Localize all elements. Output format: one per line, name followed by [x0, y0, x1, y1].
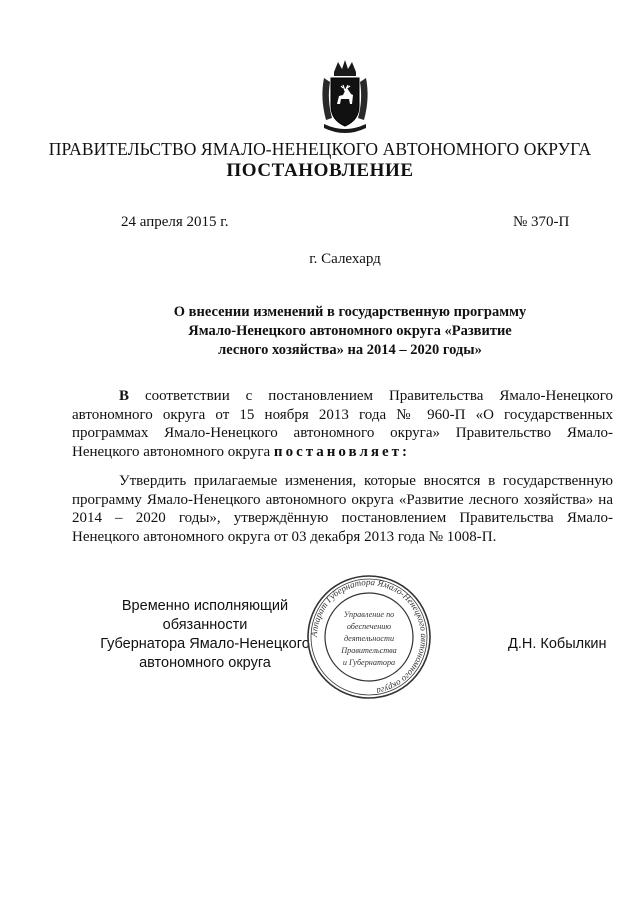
signatory-line: Временно исполняющий обязанности	[121, 598, 289, 633]
preamble-first-word: В	[119, 388, 130, 404]
stamp-inner-line: Правительства	[341, 646, 397, 655]
signatory-line: автономного округа	[139, 655, 271, 671]
document-city: г. Салехард	[309, 251, 381, 267]
preamble-paragraph	[72, 387, 613, 461]
signatory-name: Д.Н. Кобылкин	[508, 636, 607, 652]
decree-word: постановляет:	[273, 443, 410, 460]
resolution-paragraph: Утвердить прилагаемые изменения, которые вносятся в государственную программу Ямало-Ненецкого автономного округа «Развитие лесного хозяйства» на 2014 – 2020 годы», утверждённую постановлением Правительства Ямало-Ненецкого автономного округа от 03 декабря 2013 года № 1008-П.	[72, 473, 613, 545]
subject-line: Ямало-Ненецкого автономного округа «Развитие	[188, 323, 512, 339]
yamal-nenets-coat-of-arms-icon	[318, 58, 372, 134]
signatory-position	[80, 597, 330, 673]
government-title: ПРАВИТЕЛЬСТВО ЯМАЛО-НЕНЕЦКОГО АВТОНОМНОГО ОКРУГА	[48, 139, 592, 159]
document-number: № 370-П	[513, 214, 570, 230]
subject-line: лесного хозяйства» на 2014 – 2020 годы»	[218, 342, 482, 358]
stamp-inner-line: деятельности	[343, 634, 395, 643]
stamp-inner-line: Управление по	[343, 610, 395, 619]
stamp-ring-path: Аппарат Губернатора Ямало-Ненецкого автономного округа	[308, 576, 430, 697]
document-subject	[120, 303, 580, 360]
document-type-title: ПОСТАНОВЛЕНИЕ	[226, 160, 414, 181]
signatory-line: Губернатора Ямало-Ненецкого	[100, 636, 310, 652]
stamp-inner-line: обеспечению	[346, 622, 392, 631]
subject-line: О внесении изменений в государственную программу	[173, 304, 527, 320]
stamp-inner-line: и Губернатора	[342, 658, 396, 667]
preamble-text: соответствии с постановлением Правительства Ямало-Ненецкого автономного округа от 15 ноября 2013 года № 960-П «О государственных программах Ямало-Ненецкого автономного округа» Правительство Ямало-Ненецкого автономного округа	[72, 388, 613, 460]
official-stamp	[305, 573, 433, 701]
document-date: 24 апреля 2015 г.	[121, 214, 229, 230]
